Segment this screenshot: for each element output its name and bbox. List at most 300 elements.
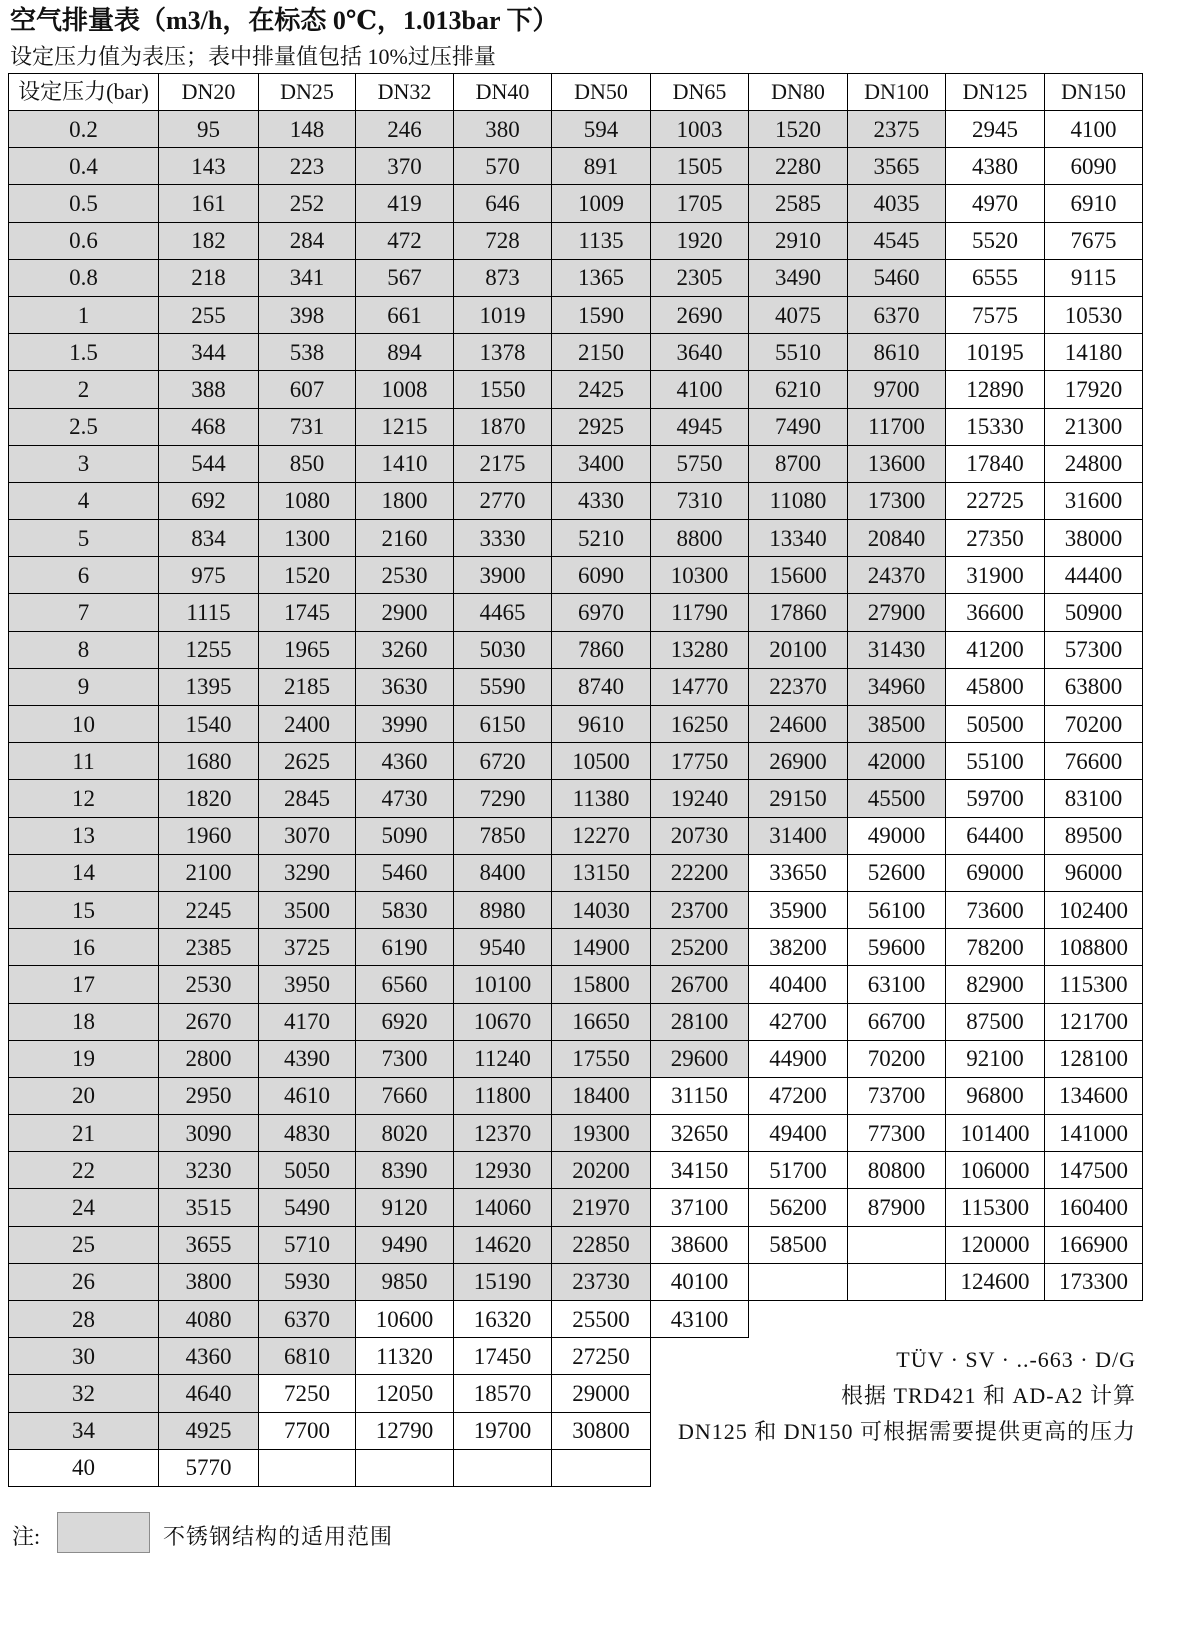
flow-value-cell: 2175 bbox=[454, 445, 552, 482]
table-header bbox=[9, 74, 1143, 111]
flow-value-cell: 14030 bbox=[552, 891, 651, 928]
flow-value-cell: 9115 bbox=[1045, 259, 1143, 296]
table-row bbox=[9, 334, 1143, 371]
flow-value-cell: 3990 bbox=[356, 706, 454, 743]
table-row bbox=[9, 891, 1143, 928]
blank-area bbox=[848, 1449, 946, 1486]
flow-value-cell: 58500 bbox=[749, 1226, 848, 1263]
flow-value-cell: 2670 bbox=[159, 1003, 259, 1040]
header-dn20: DN20 bbox=[159, 74, 259, 111]
flow-value-cell: 63800 bbox=[1045, 668, 1143, 705]
flow-value-cell: 87900 bbox=[848, 1189, 946, 1226]
header-dn125: DN125 bbox=[946, 74, 1045, 111]
flow-value-cell: 567 bbox=[356, 259, 454, 296]
flow-value-cell: 344 bbox=[159, 334, 259, 371]
flow-value-cell: 38500 bbox=[848, 706, 946, 743]
flow-value-cell: 2160 bbox=[356, 520, 454, 557]
flow-value-cell: 8980 bbox=[454, 891, 552, 928]
flow-value-cell: 5710 bbox=[259, 1226, 356, 1263]
flow-value-cell: 13340 bbox=[749, 520, 848, 557]
flow-value-cell: 173300 bbox=[1045, 1263, 1143, 1300]
flow-value-cell: 1590 bbox=[552, 296, 651, 333]
flow-value-cell: 28100 bbox=[651, 1003, 749, 1040]
flow-value-cell: 3640 bbox=[651, 334, 749, 371]
flow-value-cell: 1395 bbox=[159, 668, 259, 705]
flow-value-cell: 9610 bbox=[552, 706, 651, 743]
flow-value-cell: 472 bbox=[356, 222, 454, 259]
pressure-cell: 18 bbox=[9, 1003, 159, 1040]
flow-value-cell: 161 bbox=[159, 185, 259, 222]
flow-value-cell: 11700 bbox=[848, 408, 946, 445]
flow-value-cell: 115300 bbox=[946, 1189, 1045, 1226]
flow-value-cell: 31400 bbox=[749, 817, 848, 854]
flow-value-cell: 2800 bbox=[159, 1040, 259, 1077]
table-row bbox=[9, 482, 1143, 519]
flow-value-cell: 25500 bbox=[552, 1301, 651, 1338]
flow-value-cell: 1019 bbox=[454, 296, 552, 333]
flow-value-cell: 77300 bbox=[848, 1115, 946, 1152]
pressure-cell: 12 bbox=[9, 780, 159, 817]
flow-value-cell: 8800 bbox=[651, 520, 749, 557]
flow-value-cell: 1505 bbox=[651, 148, 749, 185]
pressure-cell: 30 bbox=[9, 1338, 159, 1375]
flow-value-cell: 3290 bbox=[259, 854, 356, 891]
flow-value-cell: 6190 bbox=[356, 929, 454, 966]
flow-value-cell: 7575 bbox=[946, 296, 1045, 333]
flow-value-cell: 1410 bbox=[356, 445, 454, 482]
pressure-cell: 0.2 bbox=[9, 111, 159, 148]
legend-prefix: 注: bbox=[12, 1524, 41, 1549]
flow-value-cell: 5490 bbox=[259, 1189, 356, 1226]
flow-value-cell: 166900 bbox=[1045, 1226, 1143, 1263]
flow-value-cell: 2100 bbox=[159, 854, 259, 891]
flow-value-cell: 25200 bbox=[651, 929, 749, 966]
flow-value-cell: 2185 bbox=[259, 668, 356, 705]
table-row bbox=[9, 780, 1143, 817]
table-row bbox=[9, 817, 1143, 854]
header-row bbox=[9, 74, 1143, 111]
flow-value-cell: 18570 bbox=[454, 1375, 552, 1412]
flow-value-cell: 646 bbox=[454, 185, 552, 222]
pressure-cell: 0.6 bbox=[9, 222, 159, 259]
flow-value-cell: 89500 bbox=[1045, 817, 1143, 854]
flow-value-cell: 4730 bbox=[356, 780, 454, 817]
pressure-cell: 20 bbox=[9, 1077, 159, 1114]
flow-value-cell: 223 bbox=[259, 148, 356, 185]
pressure-cell: 10 bbox=[9, 706, 159, 743]
table-row bbox=[9, 296, 1143, 333]
flow-value-cell: 95 bbox=[159, 111, 259, 148]
table-row bbox=[9, 668, 1143, 705]
flow-value-cell: 3260 bbox=[356, 631, 454, 668]
flow-value-cell: 1215 bbox=[356, 408, 454, 445]
flow-value-cell: 17750 bbox=[651, 743, 749, 780]
table-row bbox=[9, 743, 1143, 780]
flow-value-cell: 26700 bbox=[651, 966, 749, 1003]
table-row bbox=[9, 1189, 1143, 1226]
flow-value-cell: 5520 bbox=[946, 222, 1045, 259]
flow-value-cell: 2945 bbox=[946, 111, 1045, 148]
flow-value-cell: 11790 bbox=[651, 594, 749, 631]
empty-cell bbox=[848, 1263, 946, 1300]
page-subtitle: 设定压力值为表压；表中排量值包括 10%过压排量 bbox=[10, 44, 496, 69]
flow-value-cell: 538 bbox=[259, 334, 356, 371]
header-dn100: DN100 bbox=[848, 74, 946, 111]
flow-value-cell: 3230 bbox=[159, 1152, 259, 1189]
flow-value-cell: 69000 bbox=[946, 854, 1045, 891]
flow-value-cell: 17300 bbox=[848, 482, 946, 519]
flow-value-cell: 121700 bbox=[1045, 1003, 1143, 1040]
header-set-pressure: 设定压力(bar) bbox=[9, 74, 159, 111]
flow-value-cell: 55100 bbox=[946, 743, 1045, 780]
table-row bbox=[9, 520, 1143, 557]
flow-value-cell: 96800 bbox=[946, 1077, 1045, 1114]
flow-value-cell: 6150 bbox=[454, 706, 552, 743]
flow-value-cell: 44400 bbox=[1045, 557, 1143, 594]
flow-value-cell: 5510 bbox=[749, 334, 848, 371]
flow-value-cell: 2770 bbox=[454, 482, 552, 519]
pressure-cell: 0.8 bbox=[9, 259, 159, 296]
flow-value-cell: 10300 bbox=[651, 557, 749, 594]
flow-value-cell: 4330 bbox=[552, 482, 651, 519]
flow-value-cell: 5050 bbox=[259, 1152, 356, 1189]
flow-value-cell: 8390 bbox=[356, 1152, 454, 1189]
flow-value-cell: 11380 bbox=[552, 780, 651, 817]
pressure-cell: 40 bbox=[9, 1449, 159, 1486]
table-row bbox=[9, 445, 1143, 482]
flow-value-cell: 12790 bbox=[356, 1412, 454, 1449]
flow-value-cell: 4390 bbox=[259, 1040, 356, 1077]
flow-value-cell: 5770 bbox=[159, 1449, 259, 1486]
flow-value-cell: 106000 bbox=[946, 1152, 1045, 1189]
flow-value-cell: 398 bbox=[259, 296, 356, 333]
empty-cell bbox=[848, 1226, 946, 1263]
flow-value-cell: 76600 bbox=[1045, 743, 1143, 780]
flow-value-cell: 570 bbox=[454, 148, 552, 185]
pressure-cell: 4 bbox=[9, 482, 159, 519]
flow-value-cell: 7675 bbox=[1045, 222, 1143, 259]
flow-value-cell: 8740 bbox=[552, 668, 651, 705]
flow-value-cell: 42000 bbox=[848, 743, 946, 780]
pressure-cell: 0.4 bbox=[9, 148, 159, 185]
flow-value-cell: 894 bbox=[356, 334, 454, 371]
flow-value-cell: 5750 bbox=[651, 445, 749, 482]
flow-value-cell: 7310 bbox=[651, 482, 749, 519]
flow-value-cell: 1960 bbox=[159, 817, 259, 854]
pressure-cell: 28 bbox=[9, 1301, 159, 1338]
pressure-cell: 14 bbox=[9, 854, 159, 891]
flow-value-cell: 1820 bbox=[159, 780, 259, 817]
flow-value-cell: 1115 bbox=[159, 594, 259, 631]
flow-value-cell: 52600 bbox=[848, 854, 946, 891]
flow-value-cell: 14060 bbox=[454, 1189, 552, 1226]
empty-cell bbox=[454, 1449, 552, 1486]
flow-value-cell: 8700 bbox=[749, 445, 848, 482]
flow-value-cell: 31430 bbox=[848, 631, 946, 668]
table-row bbox=[9, 1115, 1143, 1152]
flow-value-cell: 1920 bbox=[651, 222, 749, 259]
pressure-cell: 5 bbox=[9, 520, 159, 557]
flow-value-cell: 10670 bbox=[454, 1003, 552, 1040]
flow-value-cell: 59700 bbox=[946, 780, 1045, 817]
blank-area bbox=[946, 1449, 1045, 1486]
flow-value-cell: 380 bbox=[454, 111, 552, 148]
flow-value-cell: 3490 bbox=[749, 259, 848, 296]
flow-value-cell: 692 bbox=[159, 482, 259, 519]
flow-value-cell: 57300 bbox=[1045, 631, 1143, 668]
flow-value-cell: 246 bbox=[356, 111, 454, 148]
flow-value-cell: 38000 bbox=[1045, 520, 1143, 557]
empty-cell bbox=[356, 1449, 454, 1486]
flow-value-cell: 17450 bbox=[454, 1338, 552, 1375]
pressure-cell: 1.5 bbox=[9, 334, 159, 371]
flow-value-cell: 5830 bbox=[356, 891, 454, 928]
flow-value-cell: 3330 bbox=[454, 520, 552, 557]
flow-value-cell: 80800 bbox=[848, 1152, 946, 1189]
flow-value-cell: 2950 bbox=[159, 1077, 259, 1114]
flow-value-cell: 3800 bbox=[159, 1263, 259, 1300]
flow-value-cell: 96000 bbox=[1045, 854, 1143, 891]
flow-value-cell: 50900 bbox=[1045, 594, 1143, 631]
flow-value-cell: 134600 bbox=[1045, 1077, 1143, 1114]
flow-value-cell: 3500 bbox=[259, 891, 356, 928]
flow-value-cell: 49000 bbox=[848, 817, 946, 854]
flow-value-cell: 1800 bbox=[356, 482, 454, 519]
flow-value-cell: 17860 bbox=[749, 594, 848, 631]
flow-value-cell: 255 bbox=[159, 296, 259, 333]
flow-value-cell: 17840 bbox=[946, 445, 1045, 482]
flow-value-cell: 5930 bbox=[259, 1263, 356, 1300]
flow-value-cell: 23700 bbox=[651, 891, 749, 928]
table-row bbox=[9, 222, 1143, 259]
table-row bbox=[9, 185, 1143, 222]
flow-value-cell: 37100 bbox=[651, 1189, 749, 1226]
flow-value-cell: 7860 bbox=[552, 631, 651, 668]
flow-value-cell: 10195 bbox=[946, 334, 1045, 371]
flow-value-cell: 24600 bbox=[749, 706, 848, 743]
empty-cell bbox=[259, 1449, 356, 1486]
blank-area bbox=[946, 1301, 1045, 1338]
flow-value-cell: 6920 bbox=[356, 1003, 454, 1040]
flow-value-cell: 2400 bbox=[259, 706, 356, 743]
pressure-cell: 3 bbox=[9, 445, 159, 482]
flow-value-cell: 14180 bbox=[1045, 334, 1143, 371]
flow-value-cell: 82900 bbox=[946, 966, 1045, 1003]
flow-value-cell: 51700 bbox=[749, 1152, 848, 1189]
flow-value-cell: 2375 bbox=[848, 111, 946, 148]
flow-value-cell: 3515 bbox=[159, 1189, 259, 1226]
pressure-cell: 16 bbox=[9, 929, 159, 966]
flow-value-cell: 12370 bbox=[454, 1115, 552, 1152]
flow-value-cell: 29600 bbox=[651, 1040, 749, 1077]
flow-value-cell: 27350 bbox=[946, 520, 1045, 557]
flow-value-cell: 4830 bbox=[259, 1115, 356, 1152]
flow-value-cell: 1255 bbox=[159, 631, 259, 668]
table-row bbox=[9, 594, 1143, 631]
flow-value-cell: 7490 bbox=[749, 408, 848, 445]
flow-value-cell: 38200 bbox=[749, 929, 848, 966]
pressure-cell: 13 bbox=[9, 817, 159, 854]
table-row bbox=[9, 1077, 1143, 1114]
flow-value-cell: 975 bbox=[159, 557, 259, 594]
flow-value-cell: 182 bbox=[159, 222, 259, 259]
blank-area bbox=[1045, 1301, 1143, 1338]
table-row bbox=[9, 854, 1143, 891]
flow-value-cell: 2690 bbox=[651, 296, 749, 333]
flow-value-cell: 1745 bbox=[259, 594, 356, 631]
flow-value-cell: 22725 bbox=[946, 482, 1045, 519]
flow-value-cell: 1705 bbox=[651, 185, 749, 222]
flow-value-cell: 11240 bbox=[454, 1040, 552, 1077]
flow-value-cell: 2530 bbox=[356, 557, 454, 594]
flow-value-cell: 24370 bbox=[848, 557, 946, 594]
flow-value-cell: 6090 bbox=[552, 557, 651, 594]
flow-value-cell: 284 bbox=[259, 222, 356, 259]
flow-value-cell: 2925 bbox=[552, 408, 651, 445]
pressure-cell: 17 bbox=[9, 966, 159, 1003]
flow-value-cell: 3400 bbox=[552, 445, 651, 482]
legend-stainless-swatch bbox=[57, 1512, 150, 1553]
empty-cell bbox=[552, 1449, 651, 1486]
flow-value-cell: 73600 bbox=[946, 891, 1045, 928]
flow-value-cell: 1550 bbox=[454, 371, 552, 408]
table-row bbox=[9, 148, 1143, 185]
pressure-cell: 2 bbox=[9, 371, 159, 408]
flow-value-cell: 49400 bbox=[749, 1115, 848, 1152]
flow-value-cell: 160400 bbox=[1045, 1189, 1143, 1226]
flow-value-cell: 6810 bbox=[259, 1338, 356, 1375]
flow-value-cell: 15600 bbox=[749, 557, 848, 594]
flow-value-cell: 388 bbox=[159, 371, 259, 408]
pressure-cell: 1 bbox=[9, 296, 159, 333]
flow-value-cell: 4380 bbox=[946, 148, 1045, 185]
flow-value-cell: 16650 bbox=[552, 1003, 651, 1040]
flow-value-cell: 4925 bbox=[159, 1412, 259, 1449]
flow-value-cell: 3630 bbox=[356, 668, 454, 705]
flow-value-cell: 3655 bbox=[159, 1226, 259, 1263]
flow-value-cell: 148 bbox=[259, 111, 356, 148]
table-row bbox=[9, 1003, 1143, 1040]
flow-value-cell: 607 bbox=[259, 371, 356, 408]
flow-value-cell: 1680 bbox=[159, 743, 259, 780]
flow-value-cell: 40100 bbox=[651, 1263, 749, 1300]
flow-value-cell: 2585 bbox=[749, 185, 848, 222]
flow-value-cell: 12270 bbox=[552, 817, 651, 854]
flow-value-cell: 4075 bbox=[749, 296, 848, 333]
flow-value-cell: 4545 bbox=[848, 222, 946, 259]
flow-value-cell: 1003 bbox=[651, 111, 749, 148]
flow-value-cell: 16250 bbox=[651, 706, 749, 743]
flow-value-cell: 141000 bbox=[1045, 1115, 1143, 1152]
flow-value-cell: 419 bbox=[356, 185, 454, 222]
flow-value-cell: 4610 bbox=[259, 1077, 356, 1114]
legend-label: 不锈钢结构的适用范围 bbox=[163, 1524, 394, 1549]
table-row bbox=[9, 371, 1143, 408]
flow-value-cell: 14620 bbox=[454, 1226, 552, 1263]
flow-value-cell: 73700 bbox=[848, 1077, 946, 1114]
flow-value-cell: 12050 bbox=[356, 1375, 454, 1412]
flow-value-cell: 5030 bbox=[454, 631, 552, 668]
header-dn40: DN40 bbox=[454, 74, 552, 111]
flow-value-cell: 661 bbox=[356, 296, 454, 333]
header-dn32: DN32 bbox=[356, 74, 454, 111]
flow-value-cell: 15330 bbox=[946, 408, 1045, 445]
flow-value-cell: 101400 bbox=[946, 1115, 1045, 1152]
flow-value-cell: 9540 bbox=[454, 929, 552, 966]
flow-value-cell: 12930 bbox=[454, 1152, 552, 1189]
header-dn25: DN25 bbox=[259, 74, 356, 111]
flow-value-cell: 370 bbox=[356, 148, 454, 185]
flow-value-cell: 63100 bbox=[848, 966, 946, 1003]
flow-value-cell: 143 bbox=[159, 148, 259, 185]
flow-value-cell: 6210 bbox=[749, 371, 848, 408]
flow-value-cell: 8020 bbox=[356, 1115, 454, 1152]
table-row bbox=[9, 1301, 1143, 1338]
flow-value-cell: 41200 bbox=[946, 631, 1045, 668]
flow-value-cell: 14770 bbox=[651, 668, 749, 705]
flow-value-cell: 21970 bbox=[552, 1189, 651, 1226]
flow-value-cell: 7660 bbox=[356, 1077, 454, 1114]
flow-value-cell: 147500 bbox=[1045, 1152, 1143, 1189]
flow-value-cell: 9700 bbox=[848, 371, 946, 408]
blank-area bbox=[651, 1449, 749, 1486]
pressure-cell: 7 bbox=[9, 594, 159, 631]
flow-value-cell: 13280 bbox=[651, 631, 749, 668]
flow-value-cell: 1540 bbox=[159, 706, 259, 743]
flow-value-cell: 1365 bbox=[552, 259, 651, 296]
air-discharge-table bbox=[8, 73, 1143, 1487]
flow-value-cell: 891 bbox=[552, 148, 651, 185]
flow-value-cell: 12890 bbox=[946, 371, 1045, 408]
table-row bbox=[9, 408, 1143, 445]
flow-value-cell: 2900 bbox=[356, 594, 454, 631]
flow-value-cell: 17920 bbox=[1045, 371, 1143, 408]
flow-value-cell: 2625 bbox=[259, 743, 356, 780]
table-row bbox=[9, 1449, 1143, 1486]
flow-value-cell: 23730 bbox=[552, 1263, 651, 1300]
flow-value-cell: 4100 bbox=[1045, 111, 1143, 148]
flow-value-cell: 31150 bbox=[651, 1077, 749, 1114]
flow-value-cell: 66700 bbox=[848, 1003, 946, 1040]
flow-value-cell: 5210 bbox=[552, 520, 651, 557]
flow-value-cell: 218 bbox=[159, 259, 259, 296]
flow-value-cell: 3900 bbox=[454, 557, 552, 594]
flow-value-cell: 2305 bbox=[651, 259, 749, 296]
pressure-cell: 6 bbox=[9, 557, 159, 594]
flow-value-cell: 102400 bbox=[1045, 891, 1143, 928]
header-dn65: DN65 bbox=[651, 74, 749, 111]
flow-value-cell: 4035 bbox=[848, 185, 946, 222]
flow-value-cell: 2245 bbox=[159, 891, 259, 928]
flow-value-cell: 19700 bbox=[454, 1412, 552, 1449]
flow-value-cell: 35900 bbox=[749, 891, 848, 928]
flow-value-cell: 2150 bbox=[552, 334, 651, 371]
flow-value-cell: 45500 bbox=[848, 780, 946, 817]
flow-value-cell: 42700 bbox=[749, 1003, 848, 1040]
flow-value-cell: 1009 bbox=[552, 185, 651, 222]
table-row bbox=[9, 1152, 1143, 1189]
flow-value-cell: 38600 bbox=[651, 1226, 749, 1263]
flow-value-cell: 4100 bbox=[651, 371, 749, 408]
flow-value-cell: 834 bbox=[159, 520, 259, 557]
flow-value-cell: 728 bbox=[454, 222, 552, 259]
flow-value-cell: 6910 bbox=[1045, 185, 1143, 222]
flow-value-cell: 3070 bbox=[259, 817, 356, 854]
flow-value-cell: 3725 bbox=[259, 929, 356, 966]
flow-value-cell: 544 bbox=[159, 445, 259, 482]
flow-value-cell: 1520 bbox=[749, 111, 848, 148]
flow-value-cell: 2385 bbox=[159, 929, 259, 966]
